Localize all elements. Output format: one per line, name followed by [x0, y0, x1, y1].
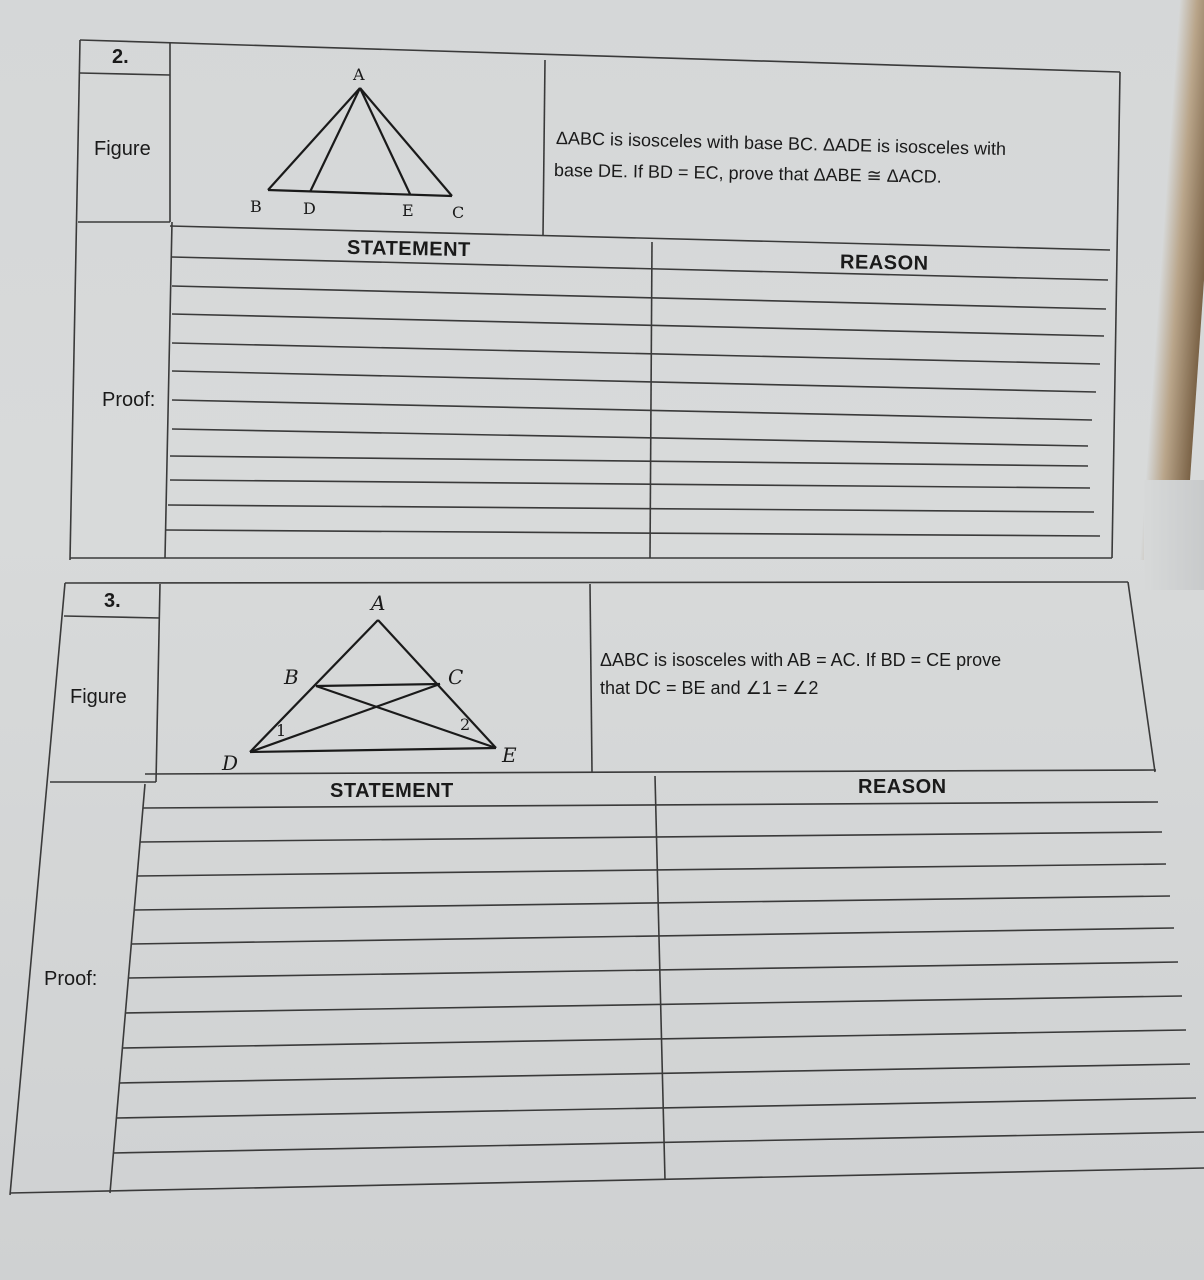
p2-point-d-label: D	[303, 199, 316, 218]
p2-row-line	[172, 400, 1092, 420]
p3-angle-1-label: 1	[276, 721, 287, 740]
p3-row-line	[125, 996, 1182, 1013]
p2-top-border	[80, 40, 1120, 72]
p3-row-line	[122, 1030, 1186, 1048]
p3-statement-line1: ΔABC is isosceles with AB = AC. If BD = CE prove	[600, 650, 1002, 670]
p3-number: 3.	[104, 590, 121, 612]
p3-left-border	[10, 583, 65, 1195]
p2-statement-line2: base DE. If BD = EC, prove that ΔABE ≅ ΔACD.	[553, 160, 942, 187]
p3-statement-line2: that DC = BE and ∠1 = ∠2	[600, 678, 819, 698]
p2-row-line	[172, 257, 1108, 280]
p3-bottom-border	[10, 1168, 1204, 1193]
p3-proof-label: Proof:	[44, 968, 98, 990]
p2-reason-header: REASON	[839, 251, 929, 275]
p3-row-line	[119, 1064, 1190, 1083]
p2-reason-column	[650, 242, 652, 558]
p2-statement-line1: ΔABC is isosceles with base BC. ΔADE is isosceles with	[555, 128, 1007, 159]
p2-proof-label: Proof:	[102, 389, 156, 411]
p3-row-line	[143, 802, 1158, 808]
p3-reason-header: REASON	[858, 776, 947, 798]
p2-point-c-label: C	[452, 203, 465, 222]
p2-point-b-label: B	[250, 197, 262, 216]
p2-row-line	[172, 343, 1100, 364]
p3-row-line	[140, 832, 1162, 842]
p3-label-column	[156, 584, 160, 782]
p2-point-e-label: E	[402, 201, 414, 220]
p3-row-line	[134, 896, 1170, 910]
p2-number: 2.	[112, 46, 129, 68]
p3-point-d-label: D	[222, 751, 239, 775]
p2-left-border	[70, 40, 80, 560]
p2-row-line	[170, 480, 1090, 488]
p2-row-line	[172, 371, 1096, 392]
p3-right-border	[1128, 582, 1155, 772]
p3-point-c-label: C	[448, 665, 464, 689]
p2-triangle-figure	[268, 88, 452, 196]
p3-figure-label: Figure	[70, 686, 127, 708]
p2-row-line	[170, 456, 1088, 466]
p2-figure-statement-divider	[543, 60, 545, 236]
p2-right-border	[1112, 72, 1120, 558]
p3-figure-statement-divider	[590, 584, 592, 772]
p2-row-line	[172, 429, 1088, 446]
p2-proof-label-column	[165, 222, 172, 558]
p3-point-b-label: B	[284, 665, 299, 689]
p2-header-top	[170, 226, 1110, 250]
p2-row-line	[172, 314, 1104, 336]
p2-row-line	[166, 530, 1100, 536]
p2-figure-label: Figure	[94, 138, 151, 160]
p3-header-top	[145, 770, 1156, 774]
p2-statement-header: STATEMENT	[346, 236, 471, 262]
p3-top-border	[65, 582, 1128, 583]
p3-angle-2-label: 2	[460, 715, 471, 734]
p3-number-divider	[64, 616, 160, 618]
p2-row-line	[168, 505, 1094, 512]
p2-number-divider	[80, 73, 170, 75]
p3-point-a-label: A	[371, 591, 386, 615]
p2-point-a-label: A	[353, 65, 365, 84]
p3-proof-label-column	[110, 784, 145, 1193]
p3-row-line	[116, 1098, 1196, 1118]
p3-statement-header: STATEMENT	[330, 780, 454, 802]
p3-row-line	[128, 962, 1178, 978]
p3-row-line	[113, 1132, 1204, 1153]
p3-row-line	[137, 864, 1166, 876]
p3-row-line	[131, 928, 1174, 944]
p2-row-line	[172, 286, 1106, 309]
p3-point-e-label: E	[502, 743, 517, 767]
